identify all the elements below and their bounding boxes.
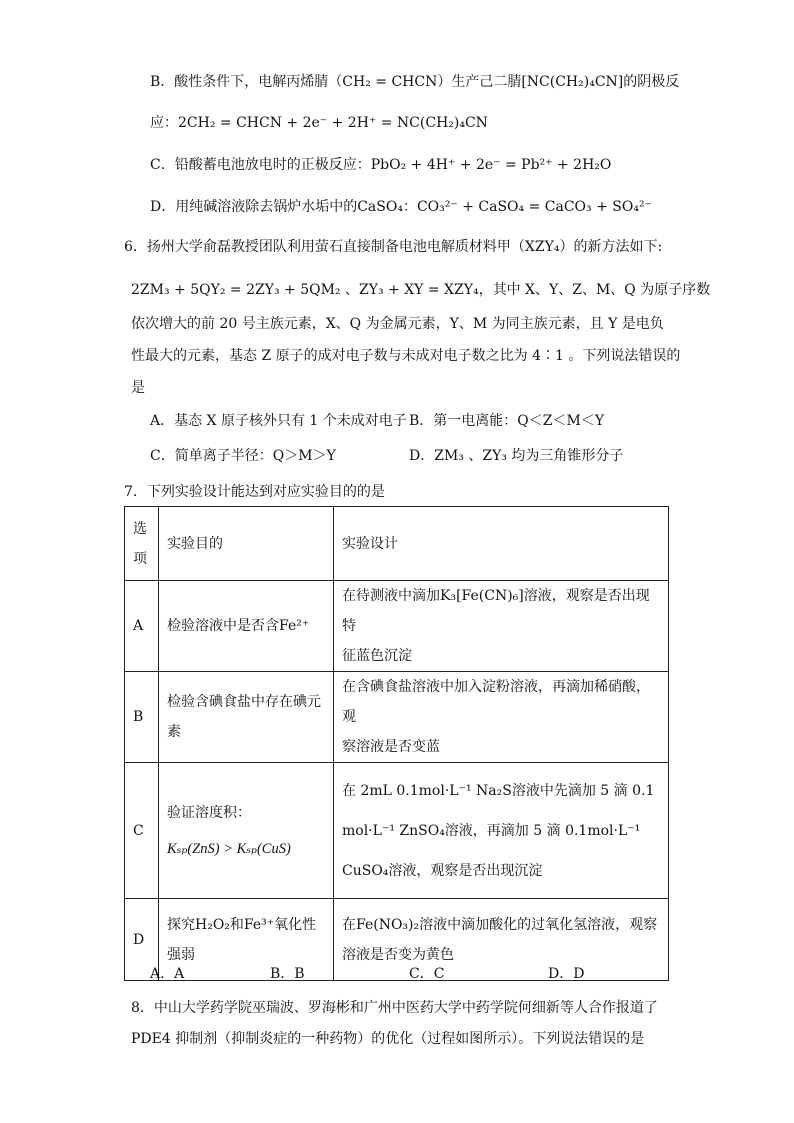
q7-stem: 7．下列实验设计能达到对应实验目的的是 [124,484,385,500]
row-design-line: 在待测液中滴加K₃[Fe(CN)₆]溶液，观察是否出现特 [342,588,650,634]
q6-stem-line2: 2ZM₃ + 5QY₂ = 2ZY₃ + 5QM₂ 、ZY₃ + XY = XZY₄，其中 X、Y、Z、M、Q 为原子序数 [131,282,711,298]
row-aim [159,581,334,672]
table-row [125,581,669,672]
row-aim-line: 验证溶度积： [167,804,251,821]
q5-option-b-line2: 应：2CH₂ = CHCN + 2e⁻ + 2H⁺ = NC(CH₂)₄CN [150,115,488,131]
header-design: 实验设计 [334,507,669,581]
table-row [125,899,669,981]
row-design-line: mol·L⁻¹ ZnSO₄溶液，再滴加 5 滴 0.1mol·L⁻¹ [342,822,641,839]
table-row [125,672,669,763]
header-option-line1: 选 [133,520,147,537]
row-design [334,581,669,672]
row-aim [159,763,334,899]
row-design-line: 溶液是否变为黄色 [342,946,454,963]
q6-option-d: D．ZM₃ 、ZY₃ 均为三角锥形分子 [409,448,624,464]
row-option: D [125,899,159,981]
q6-option-c: C．简单离子半径：Q＞M＞Y [150,448,336,464]
row-design [334,672,669,763]
row-design-line: 察溶液是否变蓝 [342,739,440,755]
row-design-line: CuSO₄溶液，观察是否出现沉淀 [342,862,543,879]
row-aim-line: 强弱 [167,946,195,963]
q6-option-a: A．基态 X 原子核外只有 1 个未成对电子 [150,413,407,429]
row-aim-line: 素 [167,724,181,740]
header-option-line2: 项 [133,550,147,567]
row-option: C [125,763,159,899]
q8-stem-line2: PDE4 抑制剂（抑制炎症的一种药物）的优化（过程如图所示）。下列说法错误的是 [131,1031,645,1047]
row-aim-line: Kₛₚ(ZnS) > Kₛₚ(CuS) [167,840,291,857]
table-row [125,763,669,899]
header-aim: 实验目的 [159,507,334,581]
row-design-line: 在 2mL 0.1mol·L⁻¹ Na₂S溶液中先滴加 5 滴 0.1 [342,782,655,799]
row-design-line: 在Fe(NO₃)₂溶液中滴加酸化的过氧化氢溶液，观察 [342,916,658,933]
row-design [334,763,669,899]
row-option: A [125,581,159,672]
q8-stem-line1: 8．中山大学药学院巫瑞波、罗海彬和广州中医药大学中药学院何细新等人合作报道了 [131,1000,658,1016]
q6-stem-line5: 是 [131,380,145,396]
table-header-row [125,507,669,581]
row-aim-line: 探究H₂O₂和Fe³⁺氧化性 [167,916,317,933]
row-aim-line: 检验含碘食盐中存在碘元 [167,694,321,710]
q7-choice-d: D．D [548,966,585,982]
q6-option-b: B．第一电离能：Q＜Z＜M＜Y [409,413,605,429]
experiment-table [124,506,669,981]
row-option: B [125,672,159,763]
header-option [125,507,159,581]
q7-choice-a: A．A [150,966,185,982]
q6-stem-line1: 6．扬州大学俞磊教授团队利用萤石直接制备电池电解质材料甲（XZY₄）的新方法如下: [124,239,663,255]
q7-choice-b: B．B [270,966,305,982]
row-design [334,899,669,981]
row-design-line: 在含碘食盐溶液中加入淀粉溶液，再滴加稀硝酸，观 [342,679,650,725]
q5-option-b-line1: B．酸性条件下，电解丙烯腈（CH₂ = CHCN）生产己二腈[NC(CH₂)₄CN]的阴极反 [150,74,680,90]
q6-stem-line3: 依次增大的前 20 号主族元素，X、Q 为金属元素，Y、M 为同主族元素，且 Y 是电负 [131,316,664,332]
row-aim [159,899,334,981]
row-aim [159,672,334,763]
q5-option-c: C．铅酸蓄电池放电时的正极反应：PbO₂ + 4H⁺ + 2e⁻ = Pb²⁺ + 2H₂O [150,157,612,173]
row-design-line: 征蓝色沉淀 [342,648,412,664]
q5-option-d: D．用纯碱溶液除去锅炉水垢中的CaSO₄：CO₃²⁻ + CaSO₄ = CaCO₃ + SO₄²⁻ [150,199,652,215]
q7-choice-c: C．C [409,966,445,982]
q6-stem-line4: 性最大的元素，基态 Z 原子的成对电子数与未成对电子数之比为 4∶1 。下列说法错误的 [131,348,681,364]
row-aim-line: 检验溶液中是否含Fe²⁺ [167,618,310,634]
